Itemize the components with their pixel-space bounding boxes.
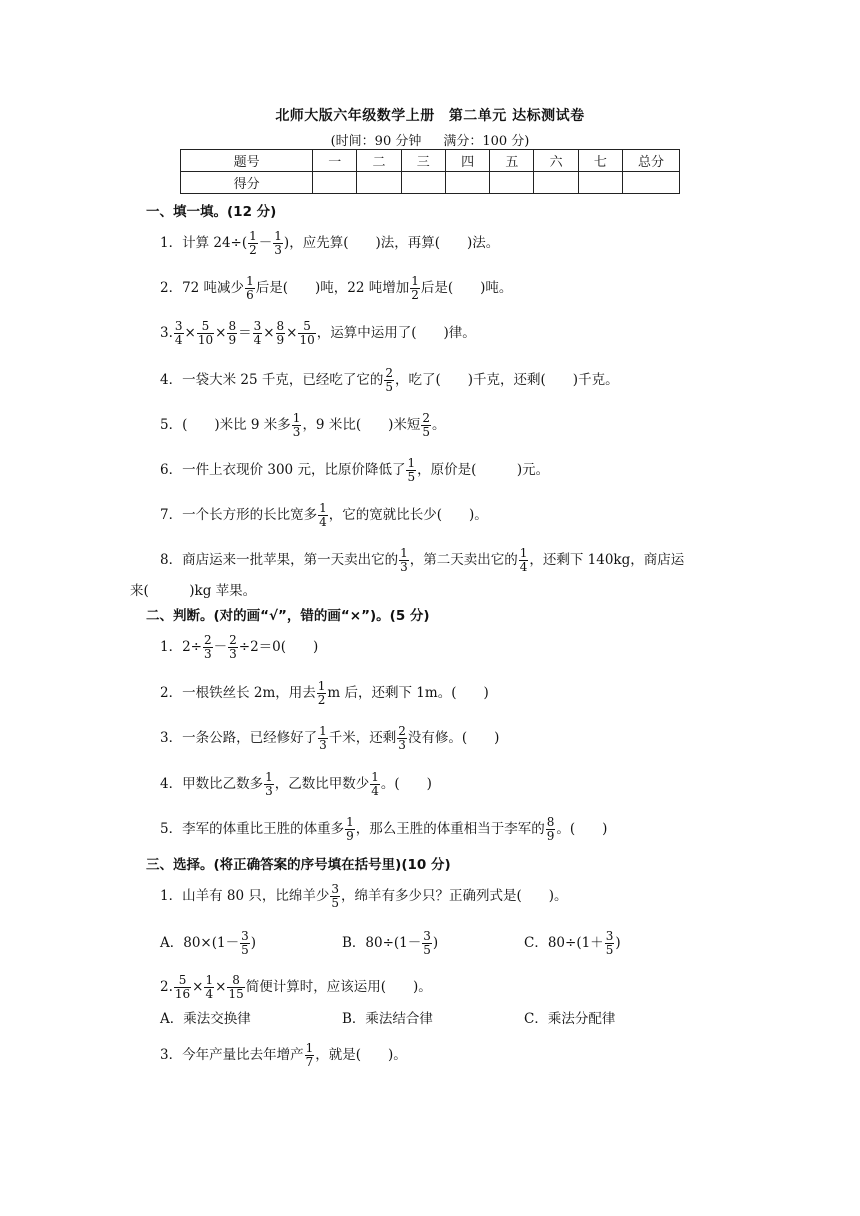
time-limit: (时间：90 分钟: [330, 134, 422, 149]
option-a[interactable]: A．乘法交换律: [160, 1011, 251, 1027]
s1-question-5: 5．( )米比 9 米多 $\frac{1}{3}$ ，9 米比( )米短 $\frac{2}{5}$ 。: [160, 411, 446, 439]
fraction: $\frac{2}{3}$: [229, 633, 237, 661]
option-b[interactable]: B．80÷(1－ $\frac{3}{5}$ ): [342, 929, 439, 957]
s1-question-1: 1．计算 24÷( $\frac{1}{2}$ － $\frac{1}{3}$ )，应先算( )法，再算( )法。: [160, 229, 500, 257]
score-header-cell: 二: [357, 150, 401, 172]
option-b[interactable]: B．乘法结合律: [342, 1011, 433, 1027]
option-c[interactable]: C．80÷(1＋ $\frac{3}{5}$ ): [524, 929, 621, 957]
fraction: $\frac{1}{2}$: [317, 679, 326, 707]
fraction: $\frac{8}{9}$: [546, 815, 555, 843]
title-unit: 第二单元 达标测试卷: [448, 108, 585, 124]
s3-question-2: 2. $\frac{5}{16}$ × $\frac{1}{4}$ × $\frac{8}{15}$ 简便计算时，应该运用( )。: [160, 973, 432, 1001]
fraction: $\frac{1}{4}$: [371, 770, 379, 798]
exam-title: [0, 105, 860, 125]
fraction: $\frac{1}{3}$: [400, 546, 408, 574]
score-cell[interactable]: [623, 172, 680, 194]
fraction: $\frac{1}{2}$: [249, 229, 257, 257]
score-table-header-row: [181, 150, 680, 172]
s3-question-1-options: [160, 930, 621, 957]
fraction: $\frac{3}{5}$: [605, 929, 614, 957]
score-cell[interactable]: [490, 172, 534, 194]
full-score: 满分：100 分): [443, 134, 530, 149]
s3-question-2-options: [160, 1010, 615, 1028]
score-cell[interactable]: [401, 172, 445, 194]
s1-question-8: 8．商店运来一批苹果，第一天卖出它的 $\frac{1}{3}$ ，第二天卖出它的 $\frac{1}{4}$ ，还剩下 140kg，商店运: [160, 546, 685, 574]
fraction: $\frac{2}{3}$: [204, 633, 212, 661]
s2-question-4: 4．甲数比乙数多 $\frac{1}{3}$ ，乙数比甲数少 $\frac{1}{4}$ 。( ): [160, 770, 432, 798]
fraction: $\frac{2}{5}$: [422, 411, 430, 439]
fraction: $\frac{1}{4}$: [519, 546, 528, 574]
score-cell[interactable]: [578, 172, 622, 194]
fraction: $\frac{1}{9}$: [346, 815, 354, 843]
fraction: $\frac{1}{6}$: [246, 274, 254, 302]
score-header-cell: 五: [490, 150, 534, 172]
fraction: $\frac{1}{4}$: [319, 501, 327, 529]
fraction: $\frac{5}{10}$: [299, 319, 315, 347]
score-table: [180, 149, 680, 194]
fraction: $\frac{3}{5}$: [241, 929, 249, 957]
fraction: $\frac{8}{9}$: [228, 319, 237, 347]
s1-question-4: 4．一袋大米 25 千克，已经吃了它的 $\frac{2}{5}$ ，吃了( )千克，还剩( )千克。: [160, 366, 619, 394]
fraction: $\frac{5}{10}$: [197, 319, 214, 347]
s1-question-8-continued: 来( )kg 苹果。: [130, 583, 257, 599]
score-header-cell: 题号: [181, 150, 313, 172]
exam-subtitle: [0, 130, 860, 149]
section-2-title: 二、判断。(对的画“√”，错的画“×”)。(5 分): [146, 608, 430, 624]
fraction: $\frac{1}{4}$: [205, 973, 214, 1001]
score-header-cell: 七: [578, 150, 622, 172]
fraction: $\frac{2}{3}$: [398, 724, 406, 752]
fraction: $\frac{1}{3}$: [319, 724, 327, 752]
fraction: $\frac{3}{5}$: [331, 882, 339, 910]
fraction: $\frac{2}{5}$: [385, 366, 393, 394]
s3-question-3: 3．今年产量比去年增产 $\frac{1}{7}$ ，就是( )。: [160, 1041, 407, 1069]
fraction: $\frac{8}{9}$: [276, 319, 285, 347]
fraction: $\frac{3}{4}$: [253, 319, 262, 347]
option-a[interactable]: A．80×(1－ $\frac{3}{5}$ ): [160, 929, 257, 957]
score-cell[interactable]: [445, 172, 489, 194]
fraction: $\frac{1}{3}$: [292, 411, 301, 439]
s1-question-2: 2．72 吨减少 $\frac{1}{6}$ 后是( )吨，22 吨增加 $\frac{1}{2}$ 后是( )吨。: [160, 274, 513, 302]
s3-question-1: 1．山羊有 80 只，比绵羊少 $\frac{3}{5}$ ，绵羊有多少只？正确列式是( )。: [160, 882, 568, 910]
s1-question-7: 7．一个长方形的长比宽多 $\frac{1}{4}$ ，它的宽就比长少( )。: [160, 501, 488, 529]
title-book: 北师大版六年级数学上册: [275, 108, 435, 124]
fraction: $\frac{5}{16}$: [174, 973, 191, 1001]
fraction: $\frac{3}{4}$: [174, 319, 183, 347]
score-header-cell: 四: [445, 150, 489, 172]
s1-question-3: 3. $\frac{3}{4}$ × $\frac{5}{10}$ × $\frac{8}{9}$ ＝ $\frac{3}{4}$ × $\frac{8}{9}$ × $\frac{5}{10}$ ，运算中运用了( )律。: [160, 319, 476, 347]
option-c[interactable]: C．乘法分配律: [524, 1011, 616, 1027]
score-header-cell: 总分: [623, 150, 680, 172]
score-cell[interactable]: [357, 172, 401, 194]
s2-question-1: 1．2÷ $\frac{2}{3}$ － $\frac{2}{3}$ ÷2＝0( ): [160, 633, 319, 661]
fraction: $\frac{8}{15}$: [228, 973, 244, 1001]
section-1-title: 一、填一填。(12 分): [146, 204, 277, 220]
score-cell[interactable]: [534, 172, 578, 194]
fraction: $\frac{3}{5}$: [423, 929, 431, 957]
s2-question-5: 5．李军的体重比王胜的体重多 $\frac{1}{9}$ ，那么王胜的体重相当于李军的 $\frac{8}{9}$ 。( ): [160, 815, 608, 843]
score-header-cell: 六: [534, 150, 578, 172]
score-header-cell: 一: [313, 150, 357, 172]
s2-question-2: 2．一根铁丝长 2m，用去 $\frac{1}{2}$ m 后，还剩下 1m。( ): [160, 679, 489, 707]
score-cell[interactable]: [313, 172, 357, 194]
score-row-label: 得分: [181, 172, 313, 194]
fraction: $\frac{1}{7}$: [305, 1041, 314, 1069]
fraction: $\frac{1}{3}$: [274, 229, 282, 257]
section-3-title: 三、选择。(将正确答案的序号填在括号里)(10 分): [146, 857, 451, 873]
score-header-cell: 三: [401, 150, 445, 172]
s1-question-6: 6．一件上衣现价 300 元，比原价降低了 $\frac{1}{5}$ ，原价是( )元。: [160, 456, 550, 484]
fraction: $\frac{1}{3}$: [265, 770, 273, 798]
score-table-score-row: [181, 172, 680, 194]
fraction: $\frac{1}{5}$: [407, 456, 416, 484]
fraction: $\frac{1}{2}$: [411, 274, 419, 302]
s2-question-3: 3．一条公路，已经修好了 $\frac{1}{3}$ 千米，还剩 $\frac{2}{3}$ 没有修。( ): [160, 724, 500, 752]
